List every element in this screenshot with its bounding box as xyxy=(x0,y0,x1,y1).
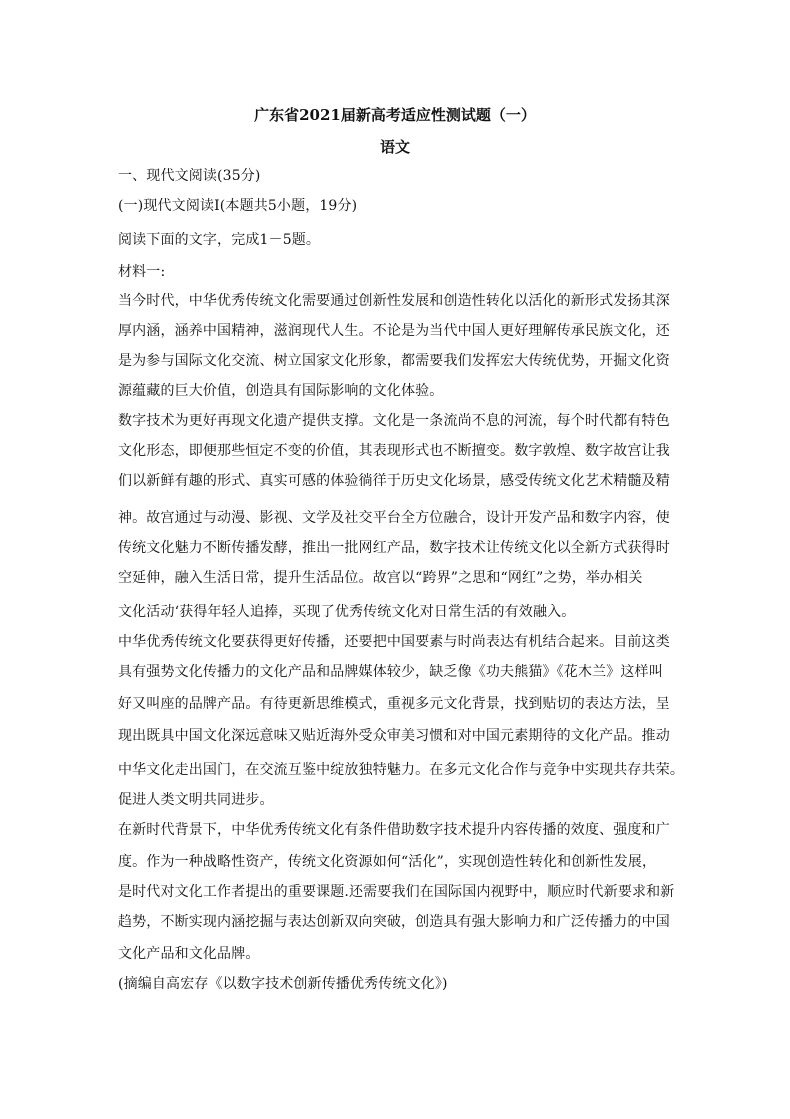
document-title: 广东省2021届新高考适应性测试题（一） xyxy=(254,106,536,124)
body-line: 数字技术为更好再现文化遗产提供支撑。文化是一条流尚不息的河流，每个时代都有特色 xyxy=(118,413,670,429)
body-line: 好又叫座的品牌产品。有待更新思维模式，重视多元文化背景，找到贴切的表达方法，呈 xyxy=(118,696,670,712)
body-line: 是时代对文化工作者提出的重要课题.还需要我们在国际国内视野中，顺应时代新要求和新 xyxy=(118,884,675,900)
section-heading: 一、现代文阅读(35分) xyxy=(118,168,261,184)
body-line: 空延伸，融入生活日常，提升生活品位。故宫以“跨界”之思和“网红”之势，举办相关 xyxy=(118,570,643,586)
body-line: 促进人类文明共同进步。 xyxy=(118,792,274,808)
body-line: 源蕴藏的巨大价值，创造具有国际影响的文化体验。 xyxy=(118,383,444,399)
body-line: 度。作为一种战略性资产，传统文化资源如何“活化”，实现创造性转化和创新性发展， xyxy=(118,854,657,870)
body-line: 厚内涵，涵养中国精神，滋润现代人生。不论是为当代中国人更好理解传承民族文化，还 xyxy=(118,323,670,339)
body-line: 现出既具中国文化深远意味又贴近海外受众审美习惯和对中国元素期待的文化产品。推动 xyxy=(118,728,670,744)
body-line: 趋势，不断实现内涵挖掘与表达创新双向突破，创造具有强大影响力和广泛传播力的中国 xyxy=(118,914,670,930)
body-line: 是为参与国际文化交流、树立国家文化形象，都需要我们发挥宏大传统优势，开掘文化资 xyxy=(118,353,670,369)
body-line: 传统文化魅力不断传播发酵，推出一批网红产品，数字技术让传统文化以全新方式获得时 xyxy=(118,540,670,556)
body-line: 具有强势文化传播力的文化产品和品牌媒体较少，缺乏像《功夫熊猫》《花木兰》这样叫 xyxy=(118,664,663,680)
body-line: 神。故宫通过与动漫、影视、文学及社交平台全方位融合，设计开发产品和数字内容，使 xyxy=(118,510,670,526)
subject-title: 语文 xyxy=(379,138,410,156)
body-line: 在新时代背景下，中华优秀传统文化有条件借助数字技术提升内容传播的效度、强度和广 xyxy=(118,822,670,838)
material-label: 材料一: xyxy=(118,264,166,280)
subsection-heading: (一)现代文阅读Ⅰ(本题共5小题，19分) xyxy=(118,198,358,214)
body-line: 当今时代，中华优秀传统文化需要通过创新性发展和创造性转化以活化的新形式发扬其深 xyxy=(118,293,670,309)
body-line: 们以新鲜有趣的形式、真实可感的体验徜徉于历史文化场景，感受传统文化艺术精髓及精 xyxy=(118,473,670,489)
body-line: 中华文化走出国门，在交流互鉴中绽放独特魅力。在多元文化合作与竞争中实现共存共荣。 xyxy=(118,762,684,778)
source-citation: (摘编自高宏存《以数字技术创新传播优秀传统文化》) xyxy=(118,976,448,992)
body-line: 文化活动‘获得年轻人追捧，买现了优秀传统文化对日常生活的有效融入。 xyxy=(118,604,576,620)
body-line: 中华优秀传统文化要获得更好传播，还要把中国要素与时尚表达有机结合起来。目前这类 xyxy=(118,634,670,650)
body-line: 文化产品和文化品牌。 xyxy=(118,946,260,962)
instruction-text: 阅读下面的文字，完成1－5题。 xyxy=(118,232,321,248)
body-line: 文化形态，即便那些恒定不变的价值，其表现形式也不断擅变。数字敦煌、数字故宫让我 xyxy=(118,443,670,459)
